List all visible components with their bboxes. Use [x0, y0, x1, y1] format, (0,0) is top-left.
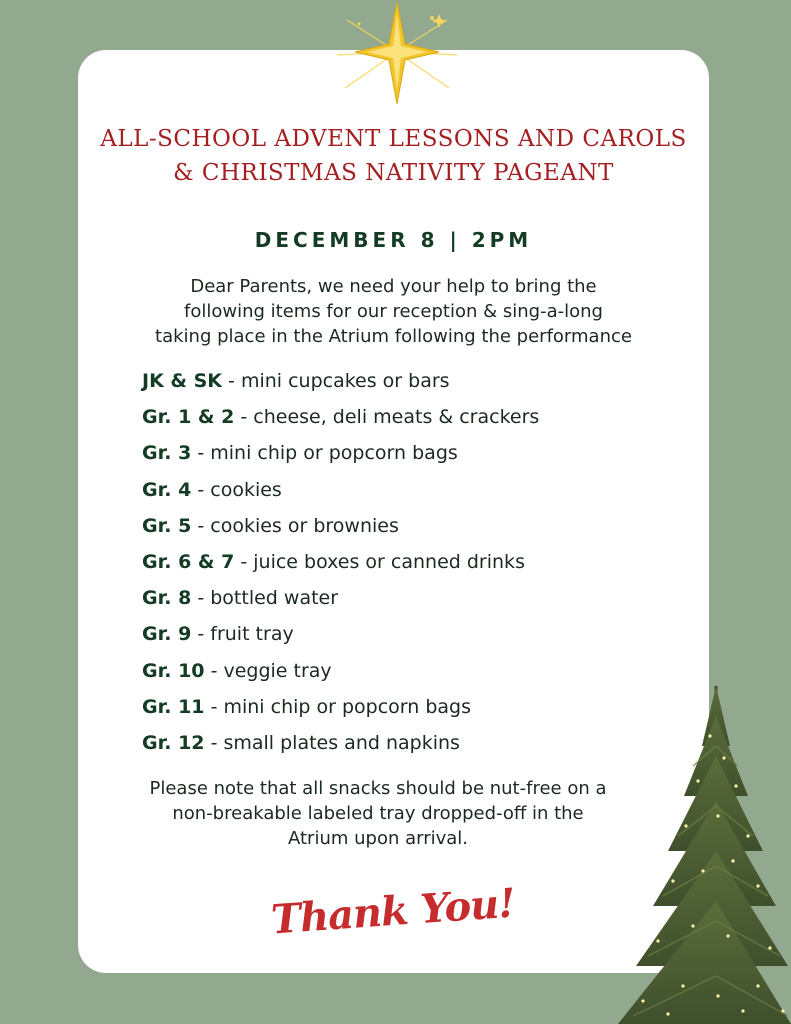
item-text: veggie tray [223, 659, 332, 682]
separator: - [191, 587, 211, 610]
note-line-3: Atrium upon arrival. [287, 828, 469, 849]
item-text: mini chip or popcorn bags [223, 695, 471, 718]
item-text: cheese, deli meats & crackers [253, 406, 540, 429]
list-item [142, 656, 539, 692]
title-line-1: ALL-SCHOOL ADVENT LESSONS AND CAROLS [100, 126, 687, 152]
separator: - [191, 442, 211, 465]
list-item [142, 475, 539, 511]
separator: - [234, 406, 254, 429]
grade-label: Gr. 4 [142, 478, 192, 501]
gold-star-icon [327, 0, 467, 110]
thank-you-script: Thank You! [269, 879, 517, 944]
event-date: DECEMBER 8 | 2PM [254, 228, 533, 252]
list-item [142, 619, 539, 655]
list-item [142, 583, 539, 619]
note-line-1: Please note that all snacks should be nut-free on a [149, 778, 607, 799]
separator: - [222, 370, 241, 392]
grade-label: Gr. 6 & 7 [142, 550, 235, 573]
items-list [142, 366, 539, 764]
separator: - [191, 623, 211, 646]
list-item [142, 402, 539, 438]
intro-line-3: taking place in the Atrium following the performance [155, 326, 632, 347]
intro-line-1: Dear Parents, we need your help to bring the [190, 276, 597, 297]
separator: - [204, 695, 224, 718]
separator: - [234, 550, 254, 573]
grade-label: Gr. 9 [142, 623, 192, 646]
item-text: cookies or brownies [210, 514, 399, 537]
separator: - [204, 659, 224, 682]
note-paragraph [78, 776, 678, 851]
list-item [142, 438, 539, 474]
list-item [142, 728, 539, 764]
christmas-tree-icon [598, 686, 791, 1024]
list-item [142, 692, 539, 728]
item-text: mini cupcakes or bars [240, 370, 450, 392]
intro-line-2: following items for our reception & sing-a-long [184, 301, 603, 322]
intro-paragraph [78, 274, 709, 349]
title-line-2: & CHRISTMAS NATIVITY PAGEANT [173, 160, 614, 186]
page-title [78, 122, 709, 190]
item-text: mini chip or popcorn bags [210, 442, 458, 465]
grade-label: Gr. 11 [142, 695, 205, 718]
separator: - [204, 731, 224, 754]
item-text: juice boxes or canned drinks [253, 550, 525, 573]
separator: - [191, 478, 211, 501]
grade-label: Gr. 3 [142, 442, 192, 465]
grade-label: Gr. 1 & 2 [142, 406, 235, 429]
grade-label: JK & SK [142, 370, 222, 392]
grade-label: Gr. 10 [142, 659, 205, 682]
list-item [142, 547, 539, 583]
note-line-2: non-breakable labeled tray dropped-off in the [172, 803, 584, 824]
item-text: small plates and napkins [223, 731, 460, 754]
list-item [142, 366, 539, 402]
item-text: fruit tray [210, 623, 294, 646]
item-text: bottled water [210, 587, 339, 610]
list-item [142, 511, 539, 547]
grade-label: Gr. 8 [142, 587, 192, 610]
item-text: cookies [210, 478, 282, 501]
grade-label: Gr. 5 [142, 514, 192, 537]
grade-label: Gr. 12 [142, 731, 205, 754]
separator: - [191, 514, 211, 537]
